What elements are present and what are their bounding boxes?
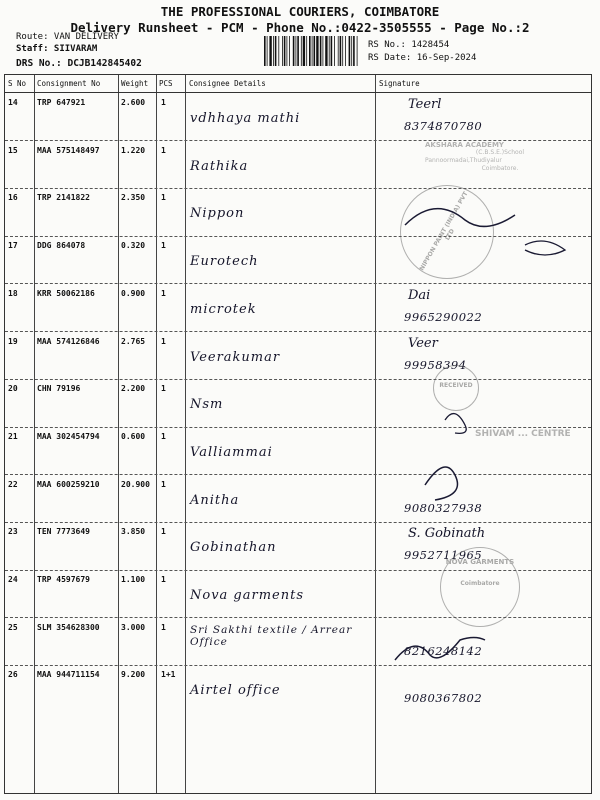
barcode [264, 36, 358, 66]
signature-phone: 9952711965 [404, 548, 483, 563]
row-pcs: 1 [161, 527, 166, 537]
col-pcs: PCS [159, 79, 173, 88]
barcode-bar [287, 36, 288, 66]
signature-phone: 8374870780 [404, 119, 483, 133]
row-weight: 9.200 [121, 670, 146, 680]
row-sno: 19 [8, 336, 18, 346]
route-label: Route: VAN DELIVERY [16, 32, 119, 42]
barcode-bar [273, 36, 274, 66]
row-consignee: vdhhaya mathi [190, 111, 301, 126]
row-pcs: 1 [161, 336, 166, 346]
row-consignee: Veerakumar [190, 349, 281, 365]
nippon-paint-stamp: NIPPON PAINT (INDIA) PVT LTD [400, 185, 494, 279]
row-consignee: Nippon [190, 206, 245, 222]
row-pcs: 1 [161, 479, 166, 489]
row-sno: 17 [8, 241, 18, 251]
row-pcs: 1 [161, 622, 166, 632]
barcode-bar [349, 36, 351, 66]
barcode-bar [338, 36, 339, 66]
signature-name: Dai [408, 287, 431, 303]
barcode-bar [309, 36, 311, 66]
barcode-bar [278, 36, 279, 66]
row-consignment-no: MAA 575148497 [37, 145, 100, 155]
company-title: THE PROFESSIONAL COURIERS, COIMBATORE [160, 4, 440, 19]
signature-name: Teerl [408, 97, 442, 112]
row-weight: 0.600 [121, 431, 146, 441]
barcode-bar [282, 36, 283, 66]
barcode-bar [329, 36, 330, 66]
nova-garments-stamp: NOVA GARMENTS Coimbatore [440, 547, 520, 627]
row-consignee: Anitha [190, 492, 240, 508]
col-signature: Signature [379, 79, 420, 88]
drs-number: DRS No.: DCJB142845402 [16, 58, 142, 69]
row-pcs: 1 [161, 575, 166, 584]
barcode-bar [289, 36, 290, 66]
row-pcs: 1 [161, 384, 166, 394]
row-sno: 22 [8, 479, 18, 489]
row-consignment-no: TRP 647921 [37, 98, 86, 107]
barcode-bar [275, 36, 277, 66]
signature-phone: 8216248142 [404, 643, 483, 658]
row-consignee: Airtel office [190, 683, 281, 699]
row-weight: 0.900 [121, 288, 146, 298]
row-pcs: 1+1 [161, 670, 176, 680]
barcode-bar [296, 36, 297, 66]
barcode-bar [325, 36, 327, 66]
row-pcs: 1 [161, 431, 166, 441]
signature-scribbles [385, 75, 591, 793]
row-pcs: 1 [161, 98, 166, 107]
barcode-bar [284, 36, 286, 66]
row-weight: 20.900 [121, 479, 150, 489]
barcode-bar [314, 36, 316, 66]
row-sno: 18 [8, 288, 18, 298]
col-weight: Weight [121, 79, 149, 88]
signature-phone: 9080327938 [404, 500, 483, 515]
shivam-centre-stamp: SHIVAM ... CENTRE [475, 429, 571, 439]
row-consignee: Valliammai [190, 444, 273, 460]
row-sno: 26 [8, 670, 18, 680]
barcode-bar [306, 36, 307, 66]
barcode-bar [340, 36, 342, 66]
row-consignment-no: TEN 7773649 [37, 527, 90, 537]
row-sno: 20 [8, 384, 18, 394]
row-weight: 1.100 [121, 575, 146, 584]
row-consignee: Rathika [190, 158, 249, 174]
signature-name: S. Gobinath [408, 526, 486, 542]
row-consignee: Gobinathan [190, 540, 277, 556]
barcode-bar [293, 36, 295, 66]
row-consignee: Nsm [190, 397, 224, 413]
row-consignee: Sri Sakthi textile / Arrear Office [190, 623, 353, 648]
row-consignment-no: KRR 50062186 [37, 288, 95, 298]
row-sno: 25 [8, 622, 18, 632]
row-consignment-no: MAA 600259210 [37, 479, 100, 489]
col-consignment-no: Consignment No [37, 79, 101, 88]
signature-phone: 99958394 [404, 357, 467, 372]
row-weight: 3.000 [121, 622, 146, 632]
barcode-bar [334, 36, 335, 66]
received-stamp: RECEIVED [433, 365, 479, 411]
row-pcs: 1 [161, 193, 166, 203]
signature-phone: 9080367802 [404, 691, 483, 706]
barcode-bar [264, 36, 266, 66]
barcode-bar [342, 36, 343, 66]
row-weight: 0.320 [121, 241, 146, 251]
row-sno: 23 [8, 527, 18, 537]
signature-name: Veer [408, 335, 438, 351]
barcode-bar [301, 36, 302, 66]
runsheet-table [4, 74, 592, 794]
barcode-bar [351, 36, 352, 66]
row-consignment-no: TRP 4597679 [37, 575, 90, 584]
row-pcs: 1 [161, 288, 166, 298]
row-consignment-no: MAA 944711154 [37, 670, 100, 680]
barcode-bar [303, 36, 305, 66]
row-weight: 2.350 [121, 193, 146, 203]
runsheet-subtitle: Delivery Runsheet - PCM - Phone No.:0422-3505555 - Page No.:2 [70, 20, 530, 35]
rs-number: RS No.: 1428454 [368, 40, 450, 50]
barcode-bar [353, 36, 355, 66]
row-consignee: microtek [190, 301, 257, 317]
barcode-bar [323, 36, 324, 66]
barcode-bar [267, 36, 268, 66]
row-consignee: Nova garments [190, 588, 305, 603]
barcode-bar [297, 36, 299, 66]
row-sno: 15 [8, 145, 18, 155]
row-weight: 1.220 [121, 145, 146, 155]
row-consignment-no: DDG 864078 [37, 241, 86, 251]
row-weight: 2.765 [121, 336, 146, 346]
staff-label: Staff: SIIVARAM [16, 44, 98, 54]
barcode-bar [331, 36, 333, 66]
row-sno: 14 [8, 98, 18, 107]
barcode-bar [357, 36, 358, 66]
row-sno: 24 [8, 575, 18, 584]
barcode-bar [269, 36, 271, 66]
row-consignment-no: MAA 302454794 [37, 431, 100, 441]
rs-date: RS Date: 16-Sep-2024 [368, 53, 477, 63]
row-weight: 3.850 [121, 527, 146, 537]
row-weight: 2.600 [121, 98, 146, 107]
row-consignment-no: CHN 79196 [37, 384, 81, 394]
row-consignment-no: SLM 354628300 [37, 622, 100, 632]
row-consignee: Eurotech [190, 254, 259, 270]
row-sno: 16 [8, 193, 18, 203]
row-consignment-no: MAA 574126846 [37, 336, 100, 346]
signature-phone: 9965290022 [404, 309, 483, 324]
row-consignment-no: TRP 2141822 [37, 193, 90, 203]
akshara-academy-stamp: AKSHARA ACADEMY (C.B.S.E.)School Pannoormadai,Thudiyalur Coimbatore. [425, 141, 525, 172]
col-sno: S No [8, 79, 27, 88]
row-pcs: 1 [161, 241, 166, 251]
row-sno: 21 [8, 431, 18, 441]
barcode-bar [312, 36, 313, 66]
row-weight: 2.200 [121, 384, 146, 394]
row-pcs: 1 [161, 145, 166, 155]
barcode-bar [316, 36, 318, 66]
col-consignee: Consignee Details [189, 79, 266, 88]
barcode-bar [320, 36, 322, 66]
barcode-bar [345, 36, 346, 66]
